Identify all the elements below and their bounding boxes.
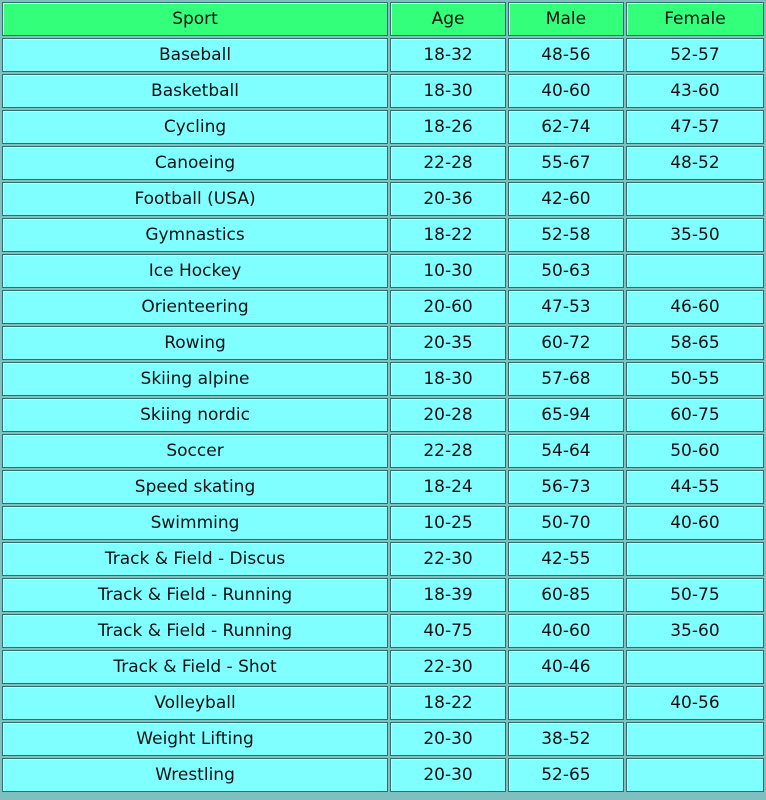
header-female: Female: [626, 2, 764, 36]
cell-male: 56-73: [508, 470, 624, 504]
cell-male: 62-74: [508, 110, 624, 144]
table-row: [2, 254, 764, 288]
cell-sport: Speed skating: [2, 470, 388, 504]
cell-age: 22-28: [390, 434, 506, 468]
table-row: [2, 686, 764, 720]
cell-female: 47-57: [626, 110, 764, 144]
cell-female: 48-52: [626, 146, 764, 180]
cell-male: 40-60: [508, 74, 624, 108]
cell-female: 50-60: [626, 434, 764, 468]
cell-age: 20-30: [390, 722, 506, 756]
cell-sport: Track & Field - Running: [2, 578, 388, 612]
table-row: [2, 146, 764, 180]
cell-male: 65-94: [508, 398, 624, 432]
cell-female: 58-65: [626, 326, 764, 360]
cell-male: 52-58: [508, 218, 624, 252]
cell-male: 52-65: [508, 758, 624, 792]
cell-sport: Soccer: [2, 434, 388, 468]
cell-male: 54-64: [508, 434, 624, 468]
cell-sport: Football (USA): [2, 182, 388, 216]
cell-age: 20-28: [390, 398, 506, 432]
cell-female: [626, 722, 764, 756]
header-male: Male: [508, 2, 624, 36]
header-sport: Sport: [2, 2, 388, 36]
cell-age: 18-30: [390, 362, 506, 396]
cell-female: 52-57: [626, 38, 764, 72]
cell-male: 40-46: [508, 650, 624, 684]
table-row: [2, 650, 764, 684]
cell-male: 48-56: [508, 38, 624, 72]
cell-sport: Cycling: [2, 110, 388, 144]
header-age: Age: [390, 2, 506, 36]
cell-age: 22-30: [390, 542, 506, 576]
cell-male: 50-70: [508, 506, 624, 540]
cell-female: [626, 542, 764, 576]
cell-male: 38-52: [508, 722, 624, 756]
table-row: [2, 470, 764, 504]
cell-male: 50-63: [508, 254, 624, 288]
cell-age: 18-22: [390, 218, 506, 252]
cell-sport: Wrestling: [2, 758, 388, 792]
cell-sport: Gymnastics: [2, 218, 388, 252]
cell-sport: Track & Field - Running: [2, 614, 388, 648]
cell-female: 40-56: [626, 686, 764, 720]
cell-female: 35-50: [626, 218, 764, 252]
cell-sport: Baseball: [2, 38, 388, 72]
cell-female: 50-55: [626, 362, 764, 396]
cell-age: 18-39: [390, 578, 506, 612]
cell-sport: Track & Field - Shot: [2, 650, 388, 684]
cell-male: 60-85: [508, 578, 624, 612]
cell-male: 42-60: [508, 182, 624, 216]
table-row: [2, 434, 764, 468]
cell-sport: Canoeing: [2, 146, 388, 180]
cell-sport: Track & Field - Discus: [2, 542, 388, 576]
cell-age: 20-30: [390, 758, 506, 792]
table-row: [2, 758, 764, 792]
cell-male: 40-60: [508, 614, 624, 648]
cell-female: 50-75: [626, 578, 764, 612]
cell-sport: Swimming: [2, 506, 388, 540]
table-row: [2, 326, 764, 360]
cell-age: 18-30: [390, 74, 506, 108]
cell-female: [626, 182, 764, 216]
cell-male: 47-53: [508, 290, 624, 324]
cell-age: 22-30: [390, 650, 506, 684]
cell-sport: Skiing alpine: [2, 362, 388, 396]
cell-female: [626, 650, 764, 684]
cell-female: [626, 758, 764, 792]
table-row: [2, 290, 764, 324]
cell-sport: Orienteering: [2, 290, 388, 324]
cell-sport: Ice Hockey: [2, 254, 388, 288]
cell-female: 44-55: [626, 470, 764, 504]
cell-age: 20-60: [390, 290, 506, 324]
table-row: [2, 110, 764, 144]
cell-age: 40-75: [390, 614, 506, 648]
cell-age: 20-35: [390, 326, 506, 360]
table-row: [2, 218, 764, 252]
cell-age: 20-36: [390, 182, 506, 216]
cell-age: 10-25: [390, 506, 506, 540]
table-row: [2, 74, 764, 108]
table-row: [2, 182, 764, 216]
cell-male: 55-67: [508, 146, 624, 180]
table-row: [2, 578, 764, 612]
cell-sport: Rowing: [2, 326, 388, 360]
cell-sport: Weight Lifting: [2, 722, 388, 756]
header-row: [2, 2, 764, 36]
cell-female: [626, 254, 764, 288]
cell-age: 18-24: [390, 470, 506, 504]
cell-age: 22-28: [390, 146, 506, 180]
cell-male: 42-55: [508, 542, 624, 576]
table-row: [2, 398, 764, 432]
cell-sport: Basketball: [2, 74, 388, 108]
cell-female: 60-75: [626, 398, 764, 432]
table-row: [2, 542, 764, 576]
cell-age: 18-22: [390, 686, 506, 720]
cell-male: [508, 686, 624, 720]
cell-age: 10-30: [390, 254, 506, 288]
cell-age: 18-26: [390, 110, 506, 144]
table-row: [2, 362, 764, 396]
table-body: [2, 38, 764, 792]
table-row: [2, 614, 764, 648]
table-row: [2, 506, 764, 540]
cell-female: 43-60: [626, 74, 764, 108]
cell-age: 18-32: [390, 38, 506, 72]
cell-male: 60-72: [508, 326, 624, 360]
cell-male: 57-68: [508, 362, 624, 396]
cell-female: 35-60: [626, 614, 764, 648]
cell-female: 46-60: [626, 290, 764, 324]
table-row: [2, 38, 764, 72]
cell-sport: Volleyball: [2, 686, 388, 720]
cell-sport: Skiing nordic: [2, 398, 388, 432]
cell-female: 40-60: [626, 506, 764, 540]
table-row: [2, 722, 764, 756]
